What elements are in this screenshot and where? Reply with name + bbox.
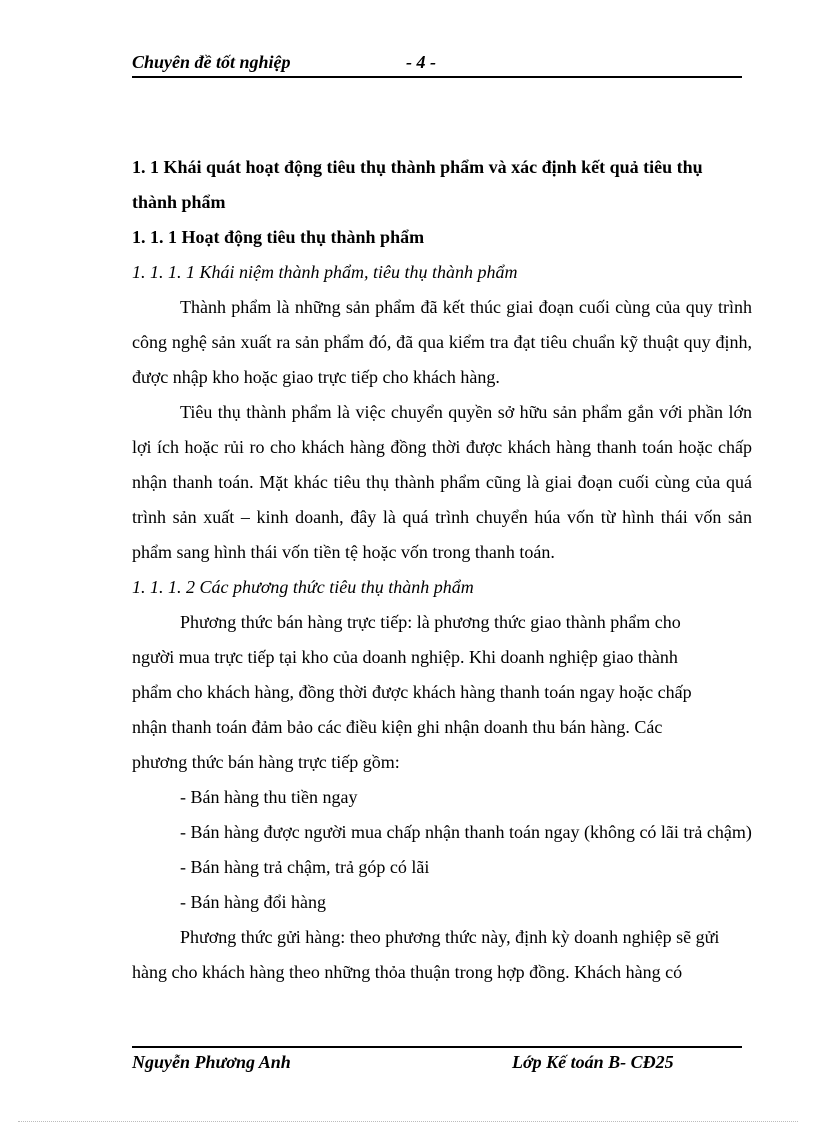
- page-footer: [132, 1046, 742, 1076]
- page-body: [132, 150, 752, 990]
- bullet-item: - Bán hàng trả chậm, trả góp có lãi: [180, 857, 430, 877]
- page-edge-divider: [18, 1121, 798, 1122]
- section-heading-1-1: 1. 1 Khái quát hoạt động tiêu thụ thành phẩm và xác định kết quả tiêu thụ thành phẩm: [132, 157, 703, 212]
- paragraph-direct-sales: Phương thức bán hàng trực tiếp: là phương thức giao thành phẩm cho người mua trực tiếp tại kho của doanh nghiệp. Khi doanh nghiệp giao thành phẩm cho khách hàng, đồng thời được khách hàng thanh toán ngay hoặc chấp nhận thanh toán đảm bảo các điều kiện ghi nhận doanh thu bán hàng. Các phương thức bán hàng trực tiếp gồm:: [132, 612, 692, 772]
- author-name: Nguyễn Phương Anh: [132, 1052, 291, 1072]
- section-heading-1-1-1-2: 1. 1. 1. 2 Các phương thức tiêu thụ thành phẩm: [132, 577, 474, 597]
- paragraph-consignment-sales: Phương thức gửi hàng: theo phương thức này, định kỳ doanh nghiệp sẽ gửi hàng cho khách hàng theo những thỏa thuận trong hợp đồng. Khách hàng có: [132, 927, 720, 982]
- paragraph-consumption-definition: Tiêu thụ thành phẩm là việc chuyển quyền sở hữu sản phẩm gắn với phần lớn lợi ích hoặc rủi ro cho khách hàng đồng thời được khách hàng thanh toán hoặc chấp nhận thanh toán. Mặt khác tiêu thụ thành phẩm cũng là giai đoạn cuối cùng của quá trình sản xuất – kinh doanh, đây là quá trình chuyển húa vốn từ hình thái vốn sản phẩm sang hình thái vốn tiền tệ hoặc vốn trong thanh toán.: [132, 402, 752, 562]
- section-heading-1-1-1: 1. 1. 1 Hoạt động tiêu thụ thành phẩm: [132, 227, 425, 247]
- paragraph-finished-product-definition: Thành phẩm là những sản phẩm đã kết thúc giai đoạn cuối cùng của quy trình công nghệ sản xuất ra sản phẩm đó, đã qua kiểm tra đạt tiêu chuẩn kỹ thuật quy định, được nhập kho hoặc giao trực tiếp cho khách hàng.: [132, 297, 752, 387]
- section-heading-1-1-1-1: 1. 1. 1. 1 Khái niệm thành phẩm, tiêu thụ thành phẩm: [132, 262, 518, 282]
- document-title: Chuyên đề tốt nghiệp: [132, 52, 291, 72]
- class-name: Lớp Kế toán B- CĐ25: [512, 1052, 674, 1072]
- bullet-item: - Bán hàng thu tiền ngay: [180, 787, 358, 807]
- bullet-item: - Bán hàng đổi hàng: [180, 892, 326, 912]
- page-number: - 4 -: [406, 52, 436, 72]
- page-header: [132, 52, 742, 78]
- bullet-item: - Bán hàng được người mua chấp nhận thanh toán ngay (không có lãi trả chậm): [180, 822, 752, 842]
